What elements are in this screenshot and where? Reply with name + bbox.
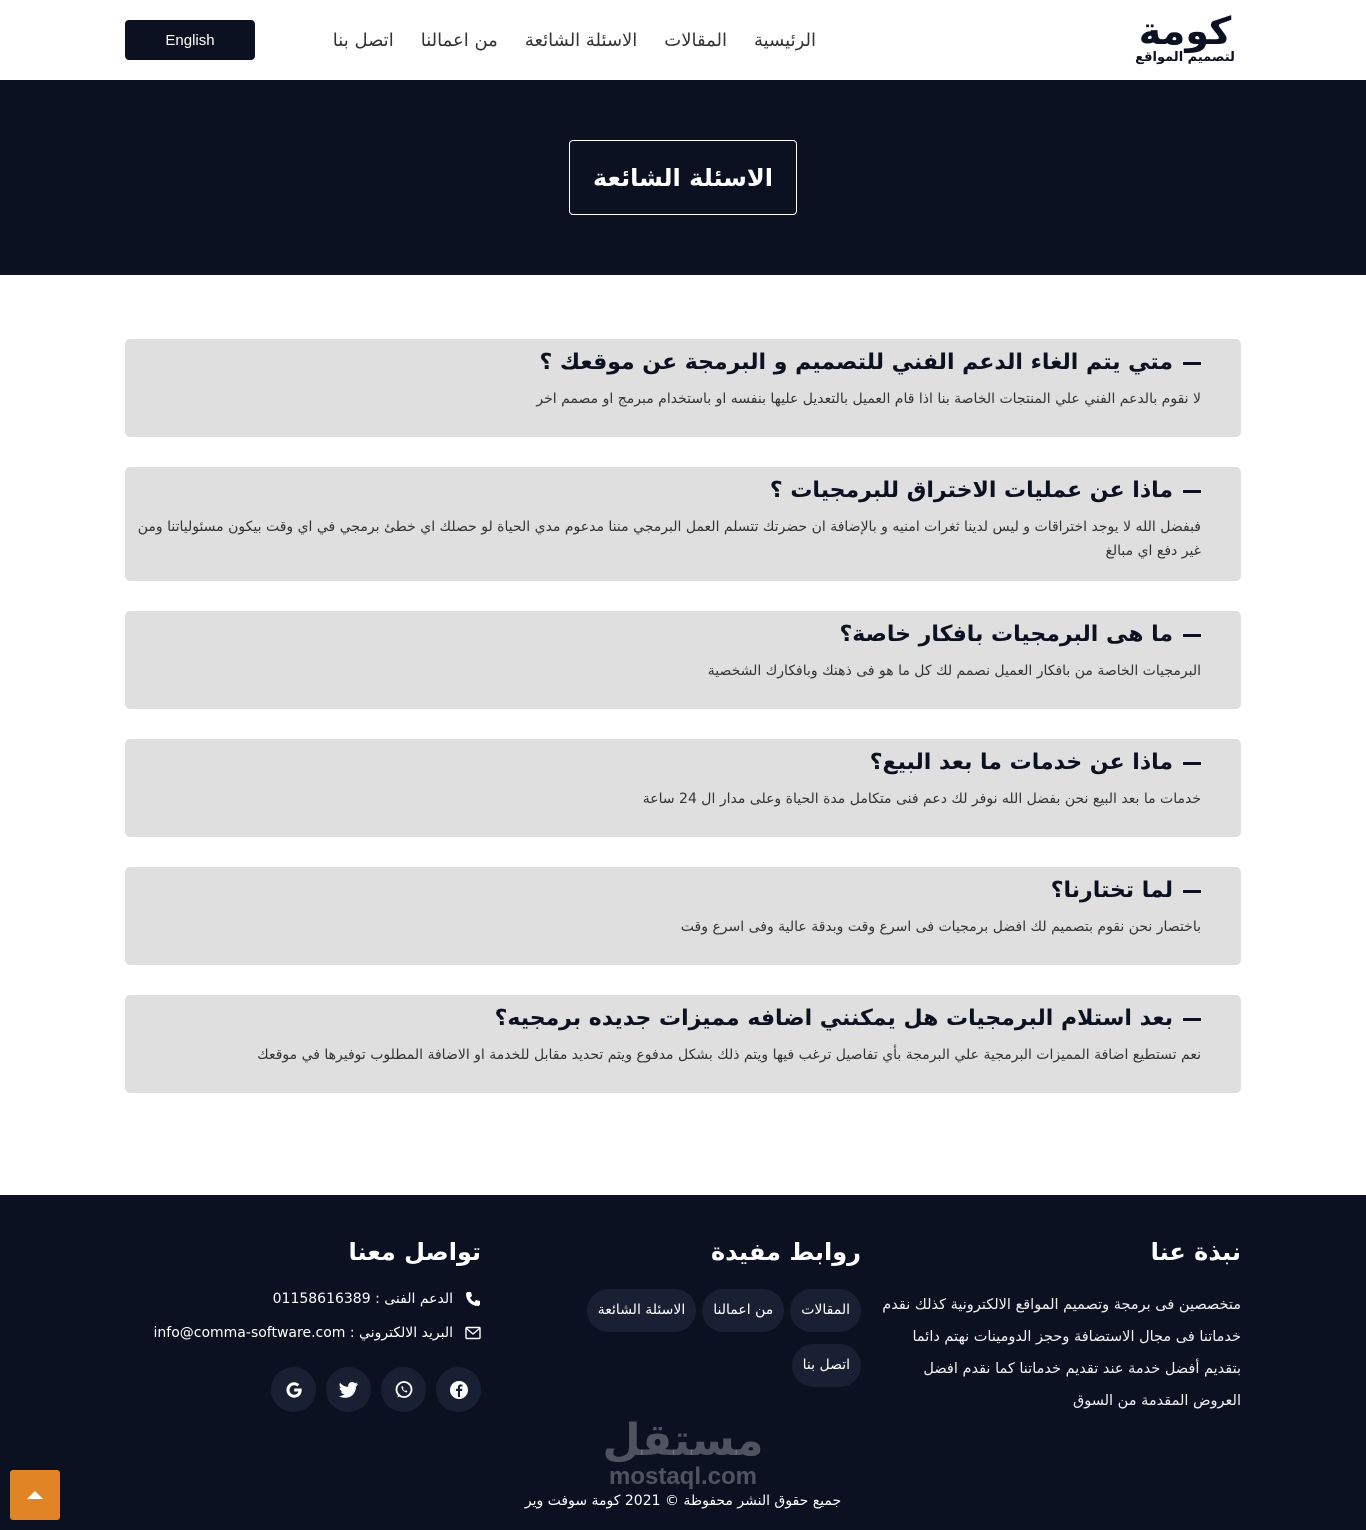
scroll-to-top-button[interactable] [10,1470,60,1520]
logo-sub-text: لتصميم المواقع [1135,50,1235,65]
footer-link-portfolio[interactable]: من اعمالنا [702,1289,784,1332]
faq-question-row[interactable] [137,877,1201,905]
copyright-text: جميع حقوق النشر محفوظة © 2021 كومة سوفت وير [524,1493,842,1509]
collapse-dash-icon[interactable] [1183,890,1201,893]
social-links [121,1367,481,1412]
footer-link-articles[interactable]: المقالات [790,1289,861,1332]
faq-answer: فبفضل الله لا يوجد اختراقات و ليس لدينا ثغرات امنيه و بالإضافة ان حضرتك تتسلم العمل البرمجي مننا مدعوم مدي الحياة لو حصلك اي خطئ برمجي في اي وقت بيكون مسئولياتنا ومن غير دفع اي مبالغ [137,519,1201,559]
faq-question-row[interactable] [137,477,1201,505]
logo-main-text: كومة [1138,9,1232,53]
faq-question-row[interactable] [137,1005,1201,1033]
collapse-dash-icon[interactable] [1183,490,1201,493]
main-nav [333,0,816,80]
twitter-icon[interactable] [326,1367,371,1412]
footer-contact-title: تواصل معنا [348,1238,481,1266]
nav-faq[interactable]: الاسئلة الشائعة [524,29,638,51]
faq-list [125,339,1241,1123]
footer-links-title: روابط مفيدة [711,1238,861,1266]
site-footer [0,1195,1366,1530]
support-email-text: البريد الالكتروني : info@comma-software.com [153,1325,453,1341]
support-phone-text: الدعم الفنى : 01158616389 [272,1291,453,1307]
collapse-dash-icon[interactable] [1183,1018,1201,1021]
whatsapp-icon[interactable] [381,1367,426,1412]
faq-item[interactable] [125,467,1241,581]
site-header [0,0,1366,80]
footer-about-title: نبذة عنا [1150,1238,1241,1266]
faq-item[interactable] [125,867,1241,965]
faq-question: متي يتم الغاء الدعم الفني للتصميم و البرمجة عن موقعك ؟ [539,350,1173,375]
mostaql-watermark [583,1417,783,1489]
faq-item[interactable] [125,339,1241,437]
arrow-up-icon [27,1491,43,1499]
footer-about-text: متخصصين فى برمجة وتصميم المواقع الالكترونية كذلك نقدم خدماتنا فى مجال الاستضافة وحجز الدومينات نهتم دائما بتقديم أفضل خدمة عند تقديم خدماتنا كما نقدم افضل العروض المقدمة من السوق [882,1297,1241,1409]
watermark-latin: mostaql.com [608,1463,758,1490]
faq-question: ماذا عن خدمات ما بعد البيع؟ [869,750,1173,775]
footer-links-list [561,1289,861,1393]
faq-question: ما هى البرمجيات بافكار خاصة؟ [839,622,1173,647]
nav-articles[interactable]: المقالات [664,29,727,51]
google-icon[interactable] [271,1367,316,1412]
collapse-dash-icon[interactable] [1183,762,1201,765]
language-button[interactable]: English [125,20,255,60]
facebook-icon[interactable] [436,1367,481,1412]
footer-contact [121,1235,481,1412]
faq-answer: البرمجيات الخاصة من بافكار العميل نصمم لك كل ما هو فى ذهنك وبافكارك الشخصية [707,663,1201,679]
footer-about [881,1235,1241,1417]
footer-links [561,1235,861,1393]
faq-item[interactable] [125,611,1241,709]
site-logo[interactable] [1130,10,1240,70]
footer-link-faq[interactable]: الاسئلة الشائعة [587,1289,697,1332]
faq-answer: باختصار نحن نقوم بتصميم لك افضل برمجيات فى اسرع وقت وبدقة عالية وفى اسرع وقت [680,919,1201,935]
faq-answer: خدمات ما بعد البيع نحن بفضل الله نوفر لك دعم فنى متكامل مدة الحياة وعلى مدار ال 24 ساعة [642,791,1201,807]
watermark-arabic: مستقل [602,1415,764,1466]
faq-answer: نعم تستطيع اضافة المميزات البرمجية علي البرمجة بأي تفاصيل ترغب فيها ويتم ذلك بشكل مدفوع ويتم تحديد مقابل للخدمة او الاضافة المطلوب توفيرها في موقعك [257,1047,1201,1063]
page-hero [0,80,1366,275]
nav-home[interactable]: الرئيسية [754,29,816,51]
support-email[interactable] [121,1323,481,1343]
faq-question-row[interactable] [137,621,1201,649]
faq-question-row[interactable] [137,749,1201,777]
faq-question: ماذا عن عمليات الاختراق للبرمجيات ؟ [769,478,1173,503]
faq-question: بعد استلام البرمجيات هل يمكنني اضافه مميزات جديده برمجيه؟ [494,1006,1173,1031]
faq-item[interactable] [125,739,1241,837]
page-title: الاسئلة الشائعة [569,140,797,215]
envelope-icon [465,1325,481,1341]
faq-question-row[interactable] [137,349,1201,377]
collapse-dash-icon[interactable] [1183,362,1201,365]
support-phone[interactable] [121,1289,481,1309]
footer-link-contact[interactable]: اتصل بنا [792,1344,861,1387]
nav-portfolio[interactable]: من اعمالنا [420,29,498,51]
nav-contact[interactable]: اتصل بنا [332,29,394,51]
faq-answer: لا نقوم بالدعم الفني علي المنتجات الخاصة بنا اذا قام العميل بالتعديل عليها بنفسه او باستخدام مبرمج او مصمم اخر [536,391,1201,407]
collapse-dash-icon[interactable] [1183,634,1201,637]
faq-item[interactable] [125,995,1241,1093]
faq-question: لما تختارنا؟ [1050,878,1173,903]
phone-icon [465,1291,481,1307]
